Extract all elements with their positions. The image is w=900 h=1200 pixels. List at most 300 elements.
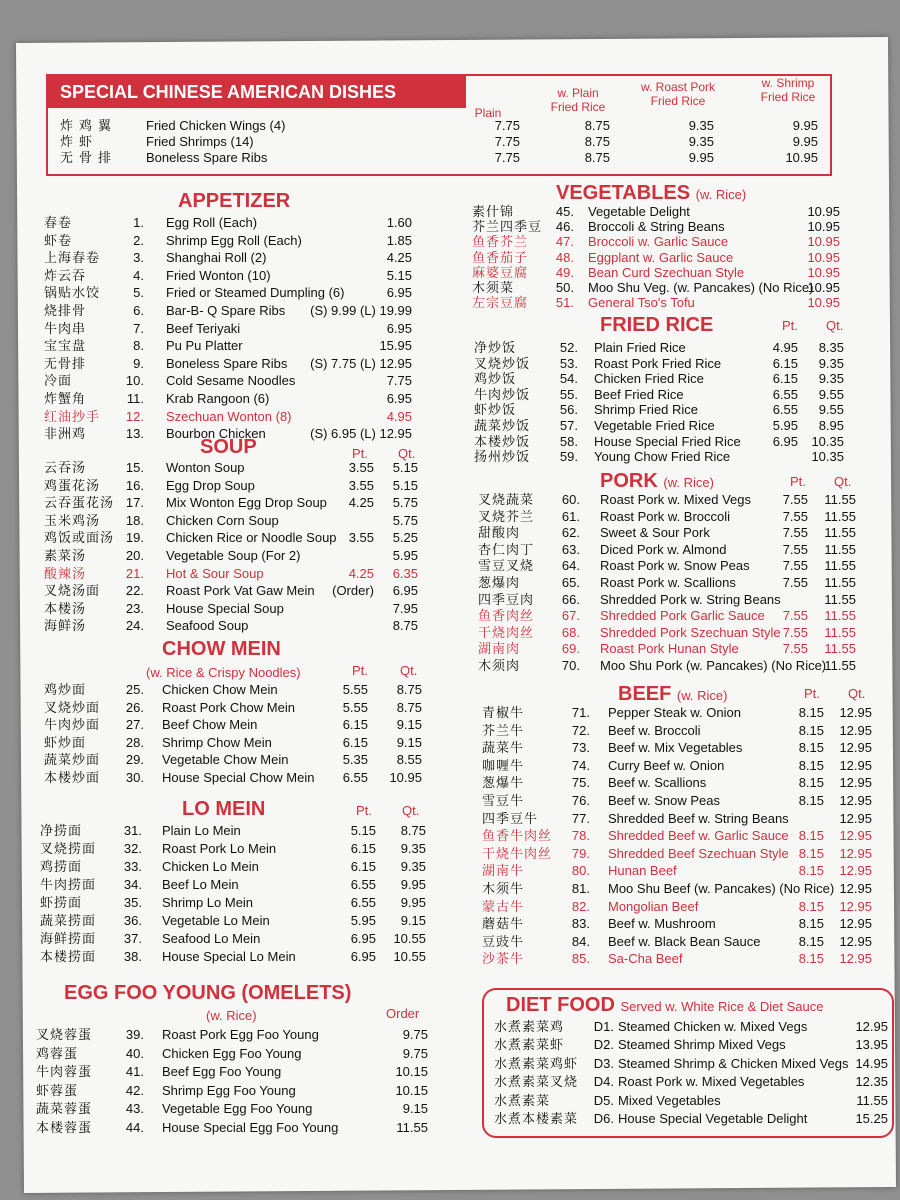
dish-chinese-name: 无骨排 (44, 355, 87, 371)
dish-price-pt: 6.15 (350, 841, 376, 856)
dish-chinese-name: 鸡饭或面汤 (44, 530, 115, 546)
beef-item (482, 722, 886, 739)
dish-price-qt: 8.95 (818, 418, 844, 433)
dish-number: D3. (593, 1055, 614, 1071)
dish-price-pt: (Order) (332, 583, 374, 599)
dish-chinese-name: 甜酸肉 (478, 525, 521, 541)
dish-price-qt: 9.35 (400, 859, 426, 874)
dish-price-qt: 12.95 (839, 863, 872, 879)
dish-name: Roast Pork Lo Mein (162, 841, 277, 856)
dish-price-qt: 11.55 (824, 608, 856, 624)
dish-chinese-name: 叉烧汤面 (44, 583, 101, 599)
dish-name: Broccoli & String Beans (588, 219, 725, 235)
dish-name: Shredded Pork w. String Beans (600, 591, 781, 607)
dish-price-qt: 6.95 (392, 583, 418, 599)
dish-price-qt: 8.75 (400, 823, 426, 838)
dish-price-qt: 12.95 (839, 757, 872, 773)
dish-price-qt: 11.55 (824, 591, 856, 607)
dish-number: 67. (561, 608, 580, 624)
dish-chinese-name: 鱼香牛肉丝 (482, 828, 553, 844)
dish-name: Steamed Shrimp Mixed Vegs (618, 1037, 786, 1053)
dish-number: 47. (555, 234, 574, 250)
dish-name: Bar-B- Q Spare Ribs (166, 303, 286, 318)
dish-name: Moo Shu Veg. (w. Pancakes) (No Rice) (588, 280, 814, 295)
dish-name: Chicken Fried Rice (594, 371, 704, 387)
dish-number: D2. (593, 1037, 614, 1053)
dish-price-pt: 6.55 (772, 402, 798, 418)
beef-item (482, 880, 886, 897)
dish-number: D4. (593, 1074, 614, 1090)
dish-price: 6.95 (386, 320, 412, 336)
beef-subtitle: (w. Rice) (676, 688, 728, 703)
dish-number: 37. (123, 931, 142, 946)
dish-name: Chicken Lo Mein (162, 859, 259, 874)
dish-number: 36. (123, 913, 142, 928)
dish-name: House Special Vegetable Delight (618, 1111, 808, 1126)
dish-name: Pepper Steak w. Onion (608, 705, 741, 720)
dish-number: 59. (559, 449, 578, 465)
dish-number: 51. (555, 295, 574, 311)
dish-chinese-name: 干烧牛肉丝 (482, 845, 553, 861)
dish-chinese-name: 素什锦 (472, 204, 515, 219)
pork-item (478, 574, 866, 591)
dish-chinese-name: 本楼炒面 (44, 770, 101, 785)
dish-chinese-name: 鱼香芥兰 (472, 234, 529, 250)
dish-price: (S) 6.95 (L) 12.95 (310, 426, 412, 442)
dish-number: 11. (126, 391, 144, 406)
pork-pt-header: Pt. (790, 474, 806, 489)
dish-price-pt: 6.15 (350, 859, 376, 874)
vegetables-subtitle: (w. Rice) (695, 187, 747, 202)
dish-price: 10.95 (807, 280, 840, 295)
dish-name: House Special Egg Foo Young (162, 1120, 339, 1135)
fried-rice-item (474, 355, 848, 372)
appetizer-item (44, 337, 412, 354)
dish-name: Steamed Chicken w. Mixed Vegs (618, 1019, 808, 1034)
dish-number: 71. (571, 705, 590, 720)
dish-chinese-name: 芥兰四季豆 (472, 219, 543, 235)
dish-name: Shrimp Lo Mein (162, 895, 254, 910)
fried-rice-title: FRIED RICE (600, 314, 714, 336)
dish-number: 20. (125, 548, 144, 563)
lo-mein-item (40, 858, 426, 875)
dish-chinese-name: 杏仁肉丁 (478, 541, 535, 557)
dish-price-pt: 8.15 (798, 775, 824, 791)
dish-name: Szechuan Wonton (8) (166, 408, 292, 424)
beef-pt-header: Pt. (804, 686, 820, 701)
dish-number: 81. (571, 881, 590, 896)
fried-rice-item (474, 417, 848, 434)
dish-name: Vegetable Chow Mein (162, 752, 289, 768)
appetizer-title: APPETIZER (178, 190, 291, 212)
dish-chinese-name: 鸡炒面 (44, 682, 87, 697)
dish-number: 32. (123, 841, 142, 856)
dish-chinese-name: 蔬菜牛 (482, 740, 525, 756)
lo-mein-pt-header: Pt. (356, 803, 372, 818)
dish-number: 29. (125, 752, 144, 768)
dish-name: Mongolian Beef (608, 898, 699, 914)
dish-price-qt: 9.55 (818, 402, 844, 418)
dish-chinese-name: 左宗豆腐 (472, 295, 529, 311)
dish-chinese-name: 水煮本楼素菜 (494, 1111, 579, 1126)
dish-name: Young Chow Fried Rice (594, 449, 731, 465)
appetizer-item (44, 214, 412, 231)
dish-price-qt: 11.55 (824, 624, 856, 640)
dish-number: D6. (593, 1111, 614, 1126)
dish-name: Beef Chow Mein (162, 717, 258, 733)
dish-number: 58. (559, 433, 578, 449)
dish-price-qt: 8.75 (396, 699, 422, 715)
dish-number: 48. (555, 249, 574, 265)
dish-name: Egg Drop Soup (166, 477, 255, 493)
dish-chinese-name: 虾炒饭 (474, 402, 517, 418)
dish-price-qt: 11.55 (824, 508, 856, 524)
soup-title: SOUP (200, 436, 257, 458)
dish-number: 38. (123, 949, 142, 964)
dish-price: 7.75 (386, 373, 412, 389)
dish-chinese-name: 葱爆牛 (482, 775, 525, 791)
pork-item (478, 657, 866, 674)
dish-price-qt: 5.75 (392, 495, 418, 511)
chow-mein-pt-header: Pt. (352, 663, 368, 678)
appetizer-item (44, 372, 412, 389)
diet-food-title-text: DIET FOOD (506, 994, 615, 1016)
lo-mein-item (40, 930, 426, 947)
dish-chinese-name: 水煮素菜 (494, 1092, 551, 1108)
dish-name: House Special Lo Mein (162, 949, 296, 964)
dish-name: Moo Shu Pork (w. Pancakes) (No Rice) (600, 658, 827, 673)
dish-name: House Special Soup (166, 600, 284, 616)
dish-price: 9.35 (688, 118, 714, 133)
dish-price: 11.55 (856, 1092, 888, 1108)
special-header-roast-pork-fried-rice: w. Roast Pork Fried Rice (640, 80, 716, 108)
dish-price-pt: 7.55 (782, 624, 808, 640)
dish-name: Beef Fried Rice (594, 386, 684, 402)
dish-chinese-name: 叉烧芥兰 (478, 508, 535, 524)
dish-number: 1. (133, 215, 144, 230)
dish-number: 24. (125, 618, 144, 634)
dish-name: Bourbon Chicken (166, 426, 266, 442)
beef-qt-header: Qt. (848, 686, 866, 701)
dish-chinese-name: 素菜汤 (44, 548, 87, 563)
dish-price: 9.75 (402, 1027, 428, 1042)
soup-item (44, 494, 418, 511)
dish-name: Curry Beef w. Onion (608, 757, 725, 773)
chow-mein-subtitle: (w. Rice & Crispy Noodles) (146, 665, 301, 680)
dish-price-pt: 7.55 (782, 508, 808, 524)
dish-name: Shrimp Egg Foo Young (162, 1082, 296, 1098)
dish-chinese-name: 玉米鸡汤 (44, 512, 101, 528)
dish-name: Hot & Sour Soup (166, 565, 264, 581)
beef-item (482, 898, 886, 915)
dish-price: 9.75 (402, 1045, 428, 1061)
dish-number: 10. (125, 373, 144, 389)
dish-chinese-name: 麻婆豆腐 (472, 264, 529, 280)
dish-price: 9.15 (402, 1101, 428, 1117)
dish-number: 46. (555, 219, 574, 235)
beef-item (482, 704, 886, 721)
diet-food-subtitle: Served w. White Rice & Diet Sauce (620, 999, 824, 1014)
egg-foo-young-item (36, 1100, 428, 1117)
chow-mein-title: CHOW MEIN (162, 638, 281, 660)
dish-price: 10.15 (395, 1064, 428, 1080)
special-dish-row (60, 134, 820, 150)
pork-item (478, 491, 866, 508)
dish-price-qt: 10.55 (393, 931, 426, 946)
dish-chinese-name: 上海春卷 (44, 250, 101, 266)
dish-number: 21. (125, 565, 144, 581)
dish-price: 5.15 (386, 267, 412, 283)
diet-food-item (494, 1018, 888, 1035)
dish-chinese-name: 蔬菜炒面 (44, 752, 101, 768)
dish-price-pt: 6.15 (342, 734, 368, 750)
dish-chinese-name: 海鲜捞面 (40, 931, 97, 946)
dish-name: Beef Egg Foo Young (162, 1064, 282, 1080)
dish-number: 76. (571, 793, 590, 808)
dish-price-pt: 3.55 (348, 460, 374, 475)
dish-price-pt: 6.55 (772, 386, 798, 402)
diet-food-item (494, 1092, 888, 1109)
dish-chinese-name: 无骨排 (60, 150, 118, 165)
dish-price-pt: 7.55 (782, 608, 808, 624)
special-dishes-title: SPECIAL CHINESE AMERICAN DISHES (48, 76, 466, 108)
soup-item (44, 547, 418, 564)
dish-name: Seafood Lo Mein (162, 931, 261, 946)
dish-name: Beef w. Scallions (608, 775, 707, 791)
fried-rice-qt-header: Qt. (826, 318, 844, 333)
dish-number: 28. (125, 734, 144, 750)
dish-number: 3. (133, 250, 144, 266)
dish-chinese-name: 水煮素菜鸡虾 (494, 1055, 579, 1071)
diet-food-item (494, 1073, 888, 1090)
vegetables-item (472, 294, 840, 311)
chow-mein-qt-header: Qt. (400, 663, 418, 678)
fried-rice-item (474, 433, 848, 450)
dish-name: Plain Fried Rice (594, 340, 686, 355)
dish-name: General Tso's Tofu (588, 295, 695, 311)
dish-price-qt: 12.95 (839, 881, 872, 896)
dish-number: 27. (125, 717, 144, 733)
pork-title-text: PORK (600, 470, 658, 492)
dish-price-pt: 4.95 (772, 340, 798, 355)
special-dishes-box (46, 74, 832, 176)
dish-number: 54. (559, 371, 578, 387)
dish-number: 72. (571, 722, 590, 738)
dish-chinese-name: 蔬菜炒饭 (474, 418, 531, 433)
dish-number: 16. (125, 477, 144, 493)
dish-price: 12.35 (855, 1074, 888, 1090)
dish-price-qt: 12.95 (839, 775, 872, 791)
dish-number: 66. (561, 591, 580, 607)
dish-chinese-name: 牛肉蓉蛋 (36, 1064, 93, 1080)
dish-name: Chicken Rice or Noodle Soup (166, 530, 337, 546)
dish-chinese-name: 本楼炒饭 (474, 433, 531, 449)
dish-number: 84. (571, 933, 590, 949)
dish-number: 34. (123, 877, 142, 892)
dish-number: 77. (571, 810, 590, 826)
soup-item (44, 565, 418, 582)
dish-number: 18. (125, 512, 144, 528)
fried-rice-item (474, 370, 848, 387)
lo-mein-item (40, 894, 426, 911)
dish-price-qt: 9.35 (818, 355, 844, 371)
dish-chinese-name: 沙茶牛 (482, 951, 525, 967)
dish-chinese-name: 炸云吞 (44, 267, 87, 283)
dish-number: 50. (555, 280, 574, 295)
dish-number: 69. (561, 641, 580, 657)
appetizer-item (44, 355, 412, 372)
dish-number: 53. (559, 355, 578, 371)
dish-price-pt: 6.95 (350, 949, 376, 964)
dish-chinese-name: 叉烧捞面 (40, 841, 97, 856)
egg-foo-young-item (36, 1082, 428, 1099)
dish-price: 10.95 (807, 295, 840, 311)
dish-name: Chicken Egg Foo Young (162, 1045, 302, 1061)
dish-price-qt: 10.95 (389, 770, 422, 785)
dish-number: 2. (133, 232, 144, 248)
dish-chinese-name: 木须牛 (482, 881, 525, 896)
dish-number: 78. (571, 828, 590, 844)
dish-number: 17. (125, 495, 144, 511)
dish-price-qt: 9.35 (818, 371, 844, 387)
dish-number: 40. (125, 1045, 144, 1061)
beef-item (482, 950, 886, 967)
dish-name: Roast Pork w. Snow Peas (600, 558, 750, 574)
dish-price-pt: 5.15 (350, 823, 376, 838)
dish-price-pt: 5.55 (342, 682, 368, 697)
dish-chinese-name: 净捞面 (40, 823, 83, 838)
dish-price: 6.95 (386, 391, 412, 406)
dish-price-pt: 6.95 (350, 931, 376, 946)
dish-price-pt: 5.95 (772, 418, 798, 433)
dish-price: 8.75 (584, 118, 610, 133)
dish-price-pt: 8.15 (798, 793, 824, 808)
dish-price-qt: 11.55 (824, 525, 856, 541)
dish-price-qt: 5.15 (392, 460, 418, 475)
dish-name: Beef w. Black Bean Sauce (608, 933, 761, 949)
dish-price-pt: 6.55 (342, 770, 368, 785)
dish-price: 7.75 (494, 118, 520, 133)
fried-rice-item (474, 339, 848, 356)
dish-number: 35. (123, 895, 142, 910)
dish-number: 12. (125, 408, 144, 424)
dish-name: Shrimp Chow Mein (162, 734, 272, 750)
dish-name: Vegetable Lo Mein (162, 913, 270, 928)
dish-number: 30. (125, 770, 144, 785)
dish-price-qt: 8.35 (818, 340, 844, 355)
dish-name: Plain Lo Mein (162, 823, 241, 838)
dish-chinese-name: 葱爆肉 (478, 575, 521, 590)
dish-price-pt: 8.15 (798, 951, 824, 967)
dish-number: 44. (125, 1120, 144, 1135)
dish-name: Fried Shrimps (14) (146, 134, 254, 149)
dish-name: Fried Wonton (10) (166, 267, 271, 283)
dish-price-qt: 8.55 (396, 752, 422, 768)
chow-mein-item (44, 734, 422, 751)
dish-name: Broccoli w. Garlic Sauce (588, 234, 729, 250)
dish-name: Shredded Beef w. String Beans (608, 810, 789, 826)
diet-food-item (494, 1110, 888, 1127)
dish-chinese-name: 叉烧蔬菜 (478, 492, 535, 507)
dish-name: Chicken Chow Mein (162, 682, 278, 697)
dish-name: Shanghai Roll (2) (166, 250, 267, 266)
dish-chinese-name: 红油抄手 (44, 408, 101, 424)
dish-chinese-name: 牛肉炒饭 (474, 386, 531, 402)
fried-rice-item (474, 448, 848, 465)
appetizer-item (44, 302, 412, 319)
dish-price-pt: 6.15 (772, 371, 798, 387)
beef-item (482, 810, 886, 827)
dish-number: 79. (571, 845, 590, 861)
dish-chinese-name: 四季豆肉 (478, 591, 535, 607)
dish-number: D5. (593, 1092, 614, 1108)
dish-name: Cold Sesame Noodles (166, 373, 296, 389)
dish-price-qt: 12.95 (839, 951, 872, 967)
dish-name: Roast Pork w. Mixed Vegetables (618, 1074, 805, 1090)
dish-chinese-name: 扬州炒饭 (474, 449, 531, 465)
dish-name: Roast Pork w. Broccoli (600, 508, 731, 524)
dish-name: Chicken Corn Soup (166, 512, 279, 528)
lo-mein-qt-header: Qt. (402, 803, 420, 818)
dish-price-qt: 12.95 (839, 933, 872, 949)
special-dish-row (60, 118, 820, 134)
dish-number: 61. (561, 508, 580, 524)
dish-number: 73. (571, 740, 590, 756)
diet-food-item (494, 1055, 888, 1072)
dish-price-pt: 7.55 (782, 558, 808, 574)
dish-price: 11.55 (396, 1120, 428, 1135)
dish-number: 49. (555, 264, 574, 280)
dish-name: Beef w. Mix Vegetables (608, 740, 743, 756)
dish-number: 65. (561, 575, 580, 590)
dish-price: 10.95 (807, 204, 840, 219)
dish-number: 75. (571, 775, 590, 791)
dish-number: 9. (133, 355, 144, 371)
dish-price-qt: 12.95 (839, 916, 872, 932)
dish-number: 8. (133, 338, 144, 354)
dish-name: House Special Fried Rice (594, 433, 741, 449)
vegetables-title-text: VEGETABLES (556, 182, 691, 204)
lo-mein-item (40, 822, 426, 839)
dish-number: 42. (125, 1082, 144, 1098)
dish-chinese-name: 鸡炒饭 (474, 371, 517, 387)
dish-price-qt: 12.95 (839, 810, 872, 826)
appetizer-item (44, 390, 412, 407)
dish-chinese-name: 炸虾 (60, 134, 99, 149)
dish-number: 6. (133, 303, 144, 318)
dish-number: 80. (571, 863, 590, 879)
dish-price-pt: 5.55 (342, 699, 368, 715)
dish-chinese-name: 锅贴水饺 (44, 285, 101, 301)
dish-chinese-name: 春卷 (44, 215, 73, 230)
dish-chinese-name: 本楼汤 (44, 600, 87, 616)
dish-price: (S) 9.99 (L) 19.99 (310, 303, 412, 318)
diet-food-item (494, 1036, 888, 1053)
dish-name: Roast Pork Chow Mein (162, 699, 295, 715)
dish-price-pt: 3.55 (348, 530, 374, 546)
dish-number: 26. (125, 699, 144, 715)
dish-price-qt: 11.55 (824, 641, 856, 657)
soup-item (44, 459, 418, 476)
dish-chinese-name: 水煮素菜鸡 (494, 1019, 565, 1034)
dish-price-qt: 11.55 (824, 541, 856, 557)
dish-number: 57. (559, 418, 578, 433)
dish-number: 63. (561, 541, 580, 557)
dish-name: Boneless Spare Ribs (166, 355, 288, 371)
pork-item (478, 557, 866, 574)
dish-price: 6.95 (386, 285, 412, 301)
dish-number: 33. (123, 859, 142, 874)
